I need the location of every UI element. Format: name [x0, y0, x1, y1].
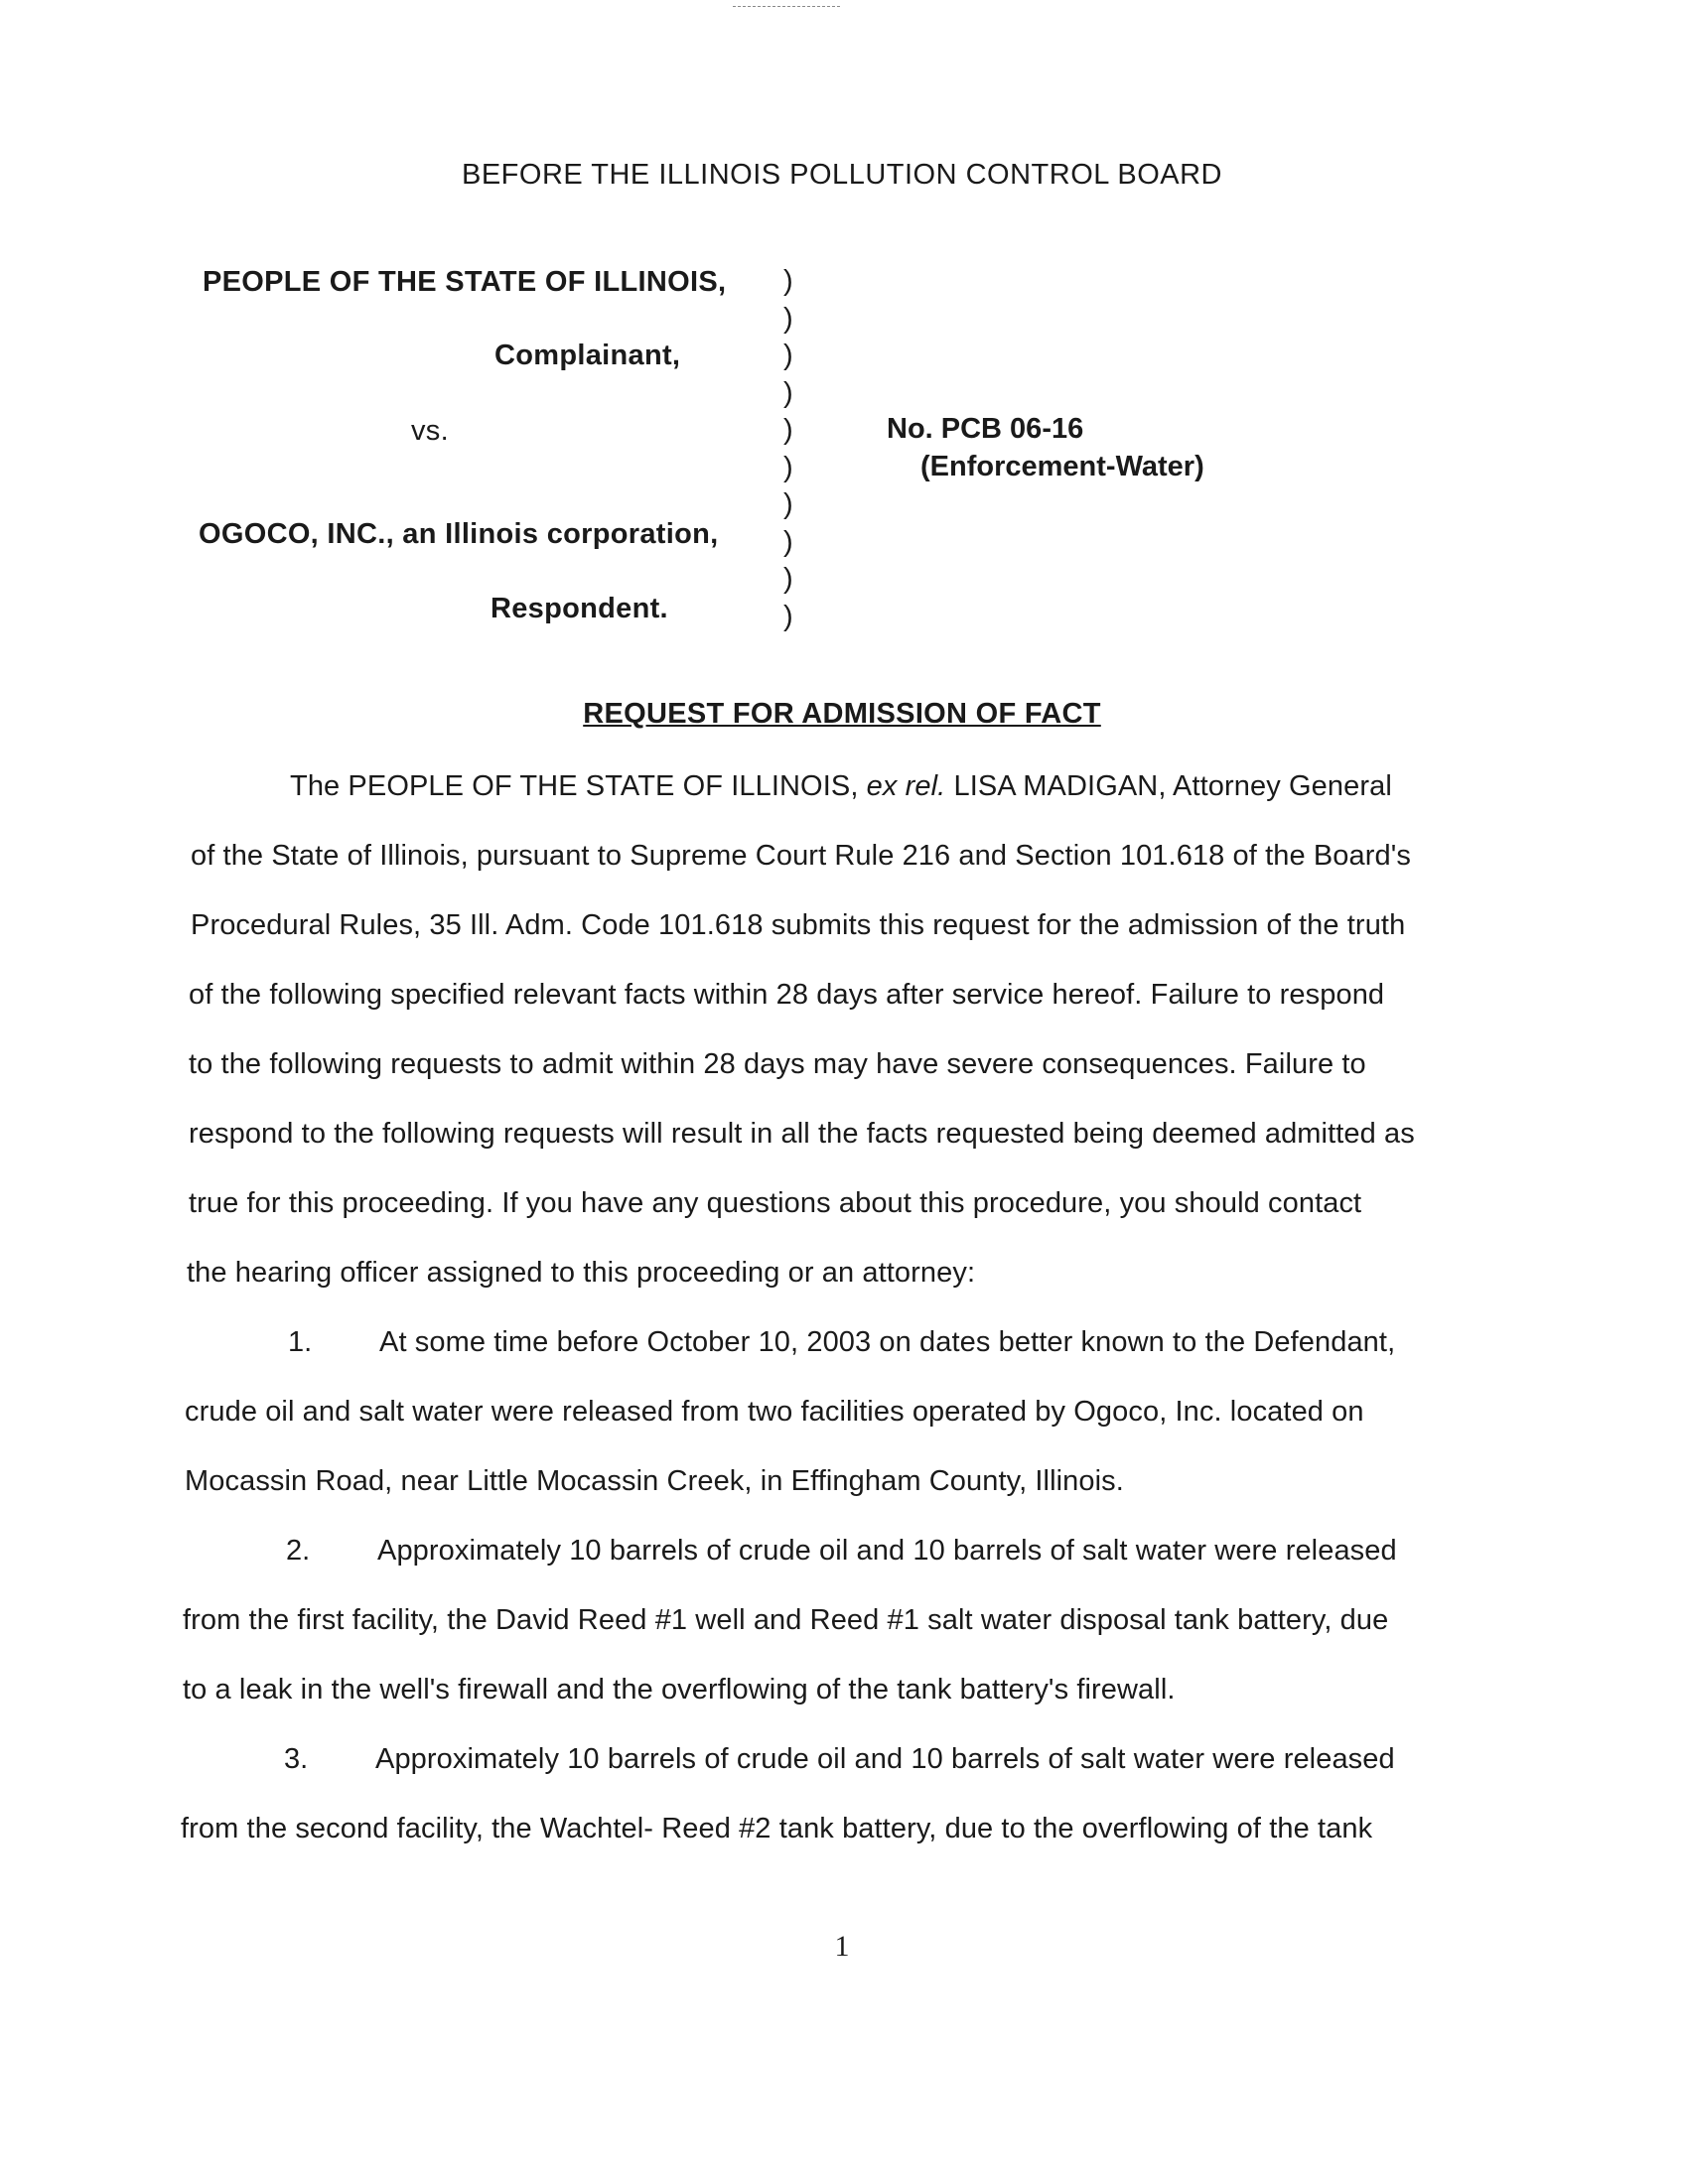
complainant-role: Complainant, [494, 340, 681, 371]
item-2-line-1: Approximately 10 barrels of crude oil and 10 barrels of salt water were released [377, 1535, 1397, 1567]
item-3-line-1: Approximately 10 barrels of crude oil and 10 barrels of salt water were released [375, 1743, 1395, 1775]
caption-paren: ) [783, 451, 793, 483]
page-number: 1 [834, 1930, 850, 1963]
respondent-role: Respondent. [491, 593, 668, 624]
caption-paren: ) [783, 563, 793, 595]
intro-line-4: of the following specified relevant facts within 28 days after service hereof. Failure to respond [189, 979, 1385, 1011]
intro-line-7: true for this proceeding. If you have any questions about this procedure, you should contact [189, 1187, 1362, 1219]
respondent-name: OGOCO, INC., an Illinois corporation, [199, 518, 719, 550]
item-number: 1. [288, 1326, 313, 1358]
item-2-line-2: from the first facility, the David Reed #1 well and Reed #1 salt water disposal tank battery, due [183, 1604, 1389, 1636]
intro-line-6: respond to the following requests will result in all the facts requested being deemed admitted as [189, 1118, 1415, 1150]
case-number-block [887, 410, 1204, 485]
item-3-line-2: from the second facility, the Wachtel- Reed #2 tank battery, due to the overflowing of the tank [181, 1813, 1373, 1844]
item-number: 3. [284, 1743, 309, 1775]
caption-paren: ) [783, 302, 793, 335]
item-1-line-1: At some time before October 10, 2003 on dates better known to the Defendant, [379, 1326, 1396, 1358]
caption-parentheses [783, 263, 793, 635]
intro-line-1: The PEOPLE OF THE STATE OF ILLINOIS, ex rel. LISA MADIGAN, Attorney General [290, 770, 1392, 802]
caption-paren: ) [783, 600, 793, 632]
intro-line-2: of the State of Illinois, pursuant to Supreme Court Rule 216 and Section 101.618 of the Board's [191, 840, 1411, 872]
caption-paren: ) [783, 525, 793, 558]
board-heading: BEFORE THE ILLINOIS POLLUTION CONTROL BOARD [462, 159, 1222, 191]
caption-paren: ) [783, 414, 793, 446]
case-number: No. PCB 06-16 [887, 413, 1084, 445]
caption-paren: ) [783, 488, 793, 520]
case-type: (Enforcement-Water) [920, 451, 1204, 482]
caption-paren: ) [783, 265, 793, 297]
caption-paren: ) [783, 376, 793, 409]
document-title: REQUEST FOR ADMISSION OF FACT [583, 698, 1101, 730]
item-1-line-2: crude oil and salt water were released from two facilities operated by Ogoco, Inc. located on [185, 1396, 1364, 1428]
intro-line-8: the hearing officer assigned to this proceeding or an attorney: [187, 1257, 976, 1289]
ex-rel-italic: ex rel. [866, 770, 946, 802]
item-number: 2. [286, 1535, 311, 1567]
scan-artifact [733, 6, 840, 7]
intro-line-3: Procedural Rules, 35 Ill. Adm. Code 101.618 submits this request for the admission of the truth [191, 909, 1406, 941]
item-1-line-3: Mocassin Road, near Little Mocassin Creek, in Effingham County, Illinois. [185, 1465, 1124, 1497]
versus-label: vs. [411, 415, 449, 447]
caption-paren: ) [783, 340, 793, 371]
intro-line-5: to the following requests to admit within 28 days may have severe consequences. Failure to [189, 1048, 1366, 1080]
item-2-line-3: to a leak in the well's firewall and the overflowing of the tank battery's firewall. [183, 1674, 1176, 1706]
complainant-name: PEOPLE OF THE STATE OF ILLINOIS, [203, 266, 727, 298]
